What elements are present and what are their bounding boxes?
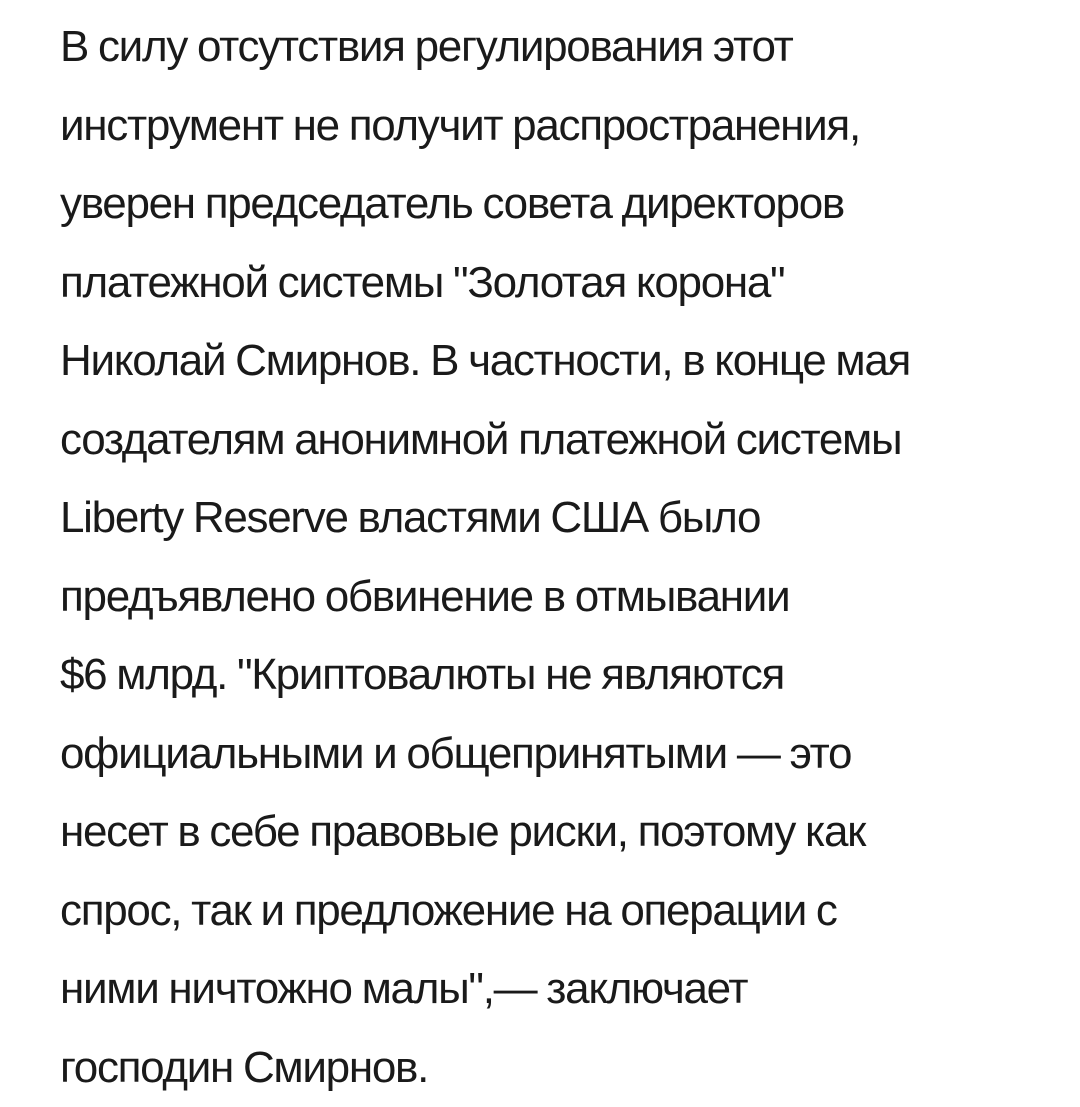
text-line: В силу отсутствия регулирования этот — [60, 8, 1060, 87]
text-line: Liberty Reserve властями США было — [60, 479, 1060, 558]
text-line: ними ничтожно малы",— заключает — [60, 950, 1060, 1029]
text-line: спрос, так и предложение на операции с — [60, 872, 1060, 951]
text-line: $6 млрд. "Криптовалюты не являются — [60, 636, 1060, 715]
text-line: создателям анонимной платежной системы — [60, 401, 1060, 480]
text-line: господин Смирнов. — [60, 1029, 1060, 1107]
text-line: Николай Смирнов. В частности, в конце мая — [60, 322, 1060, 401]
text-line: официальными и общепринятыми — это — [60, 715, 1060, 794]
text-line: уверен председатель совета директоров — [60, 165, 1060, 244]
text-line: инструмент не получит распространения, — [60, 87, 1060, 166]
text-line: предъявлено обвинение в отмывании — [60, 558, 1060, 637]
article-paragraph — [60, 8, 1060, 1107]
text-line: платежной системы "Золотая корона" — [60, 244, 1060, 323]
text-line: несет в себе правовые риски, поэтому как — [60, 793, 1060, 872]
